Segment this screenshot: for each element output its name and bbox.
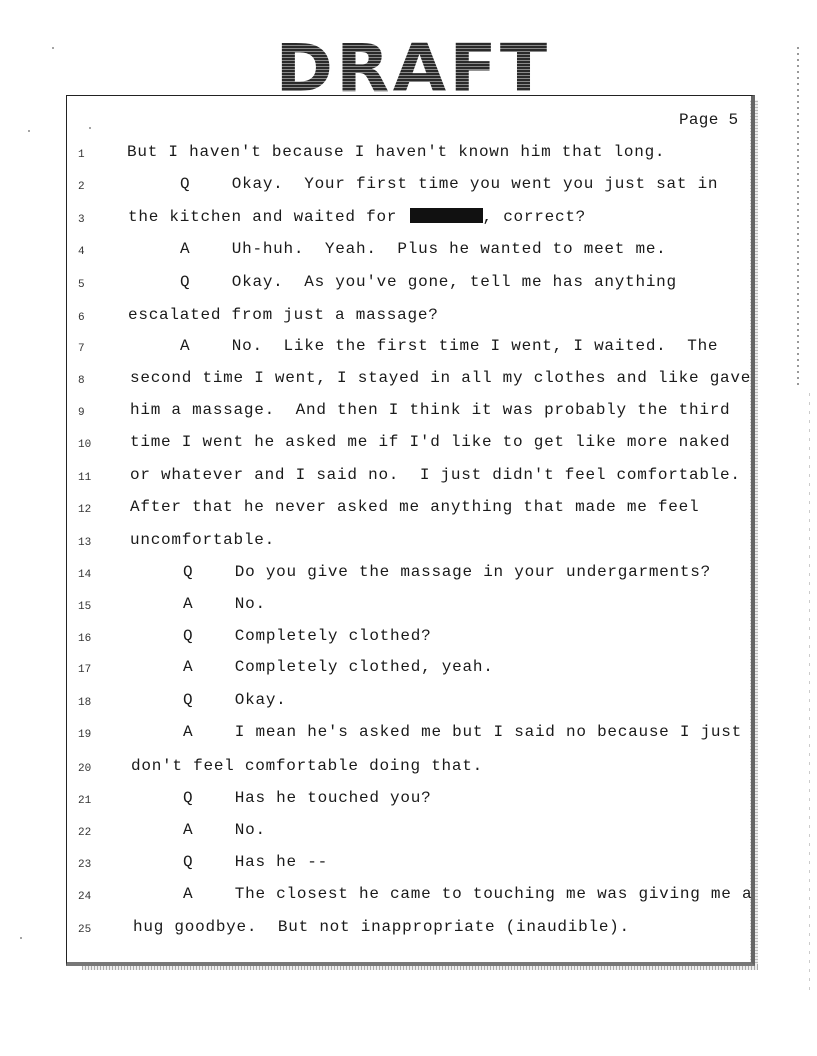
- transcript-line: [0, 273, 760, 297]
- transcript-line: [0, 337, 760, 361]
- line-text: A No. Like the first time I went, I waited. The: [180, 337, 719, 355]
- transcript-line: [0, 240, 760, 264]
- line-number: 24: [78, 891, 92, 903]
- line-text: [128, 208, 586, 226]
- line-text: time I went he asked me if I'd like to get like more naked: [130, 433, 731, 451]
- line-text: Q Okay.: [183, 691, 287, 709]
- line-number: 19: [78, 729, 92, 741]
- transcript-line: [0, 401, 760, 425]
- transcript-line: [0, 563, 760, 587]
- line-text-after-redaction: , correct?: [482, 208, 587, 226]
- redaction-box: [410, 208, 483, 223]
- transcript-line: [0, 175, 760, 199]
- line-number: 6: [78, 312, 85, 324]
- line-text: But I haven't because I haven't known him that long.: [127, 143, 666, 161]
- line-text: uncomfortable.: [130, 531, 275, 549]
- transcript-line: [0, 821, 760, 845]
- transcript-line: [0, 789, 760, 813]
- line-text: Q Okay. As you've gone, tell me has anything: [180, 273, 677, 291]
- transcript-line: [0, 466, 760, 490]
- line-number: 5: [78, 279, 85, 291]
- line-number: 9: [78, 407, 85, 419]
- line-text: A Completely clothed, yeah.: [183, 658, 494, 676]
- line-number: 17: [78, 664, 92, 676]
- scan-speck: [52, 47, 54, 49]
- transcript-line: [0, 208, 760, 232]
- scan-speck: [89, 127, 91, 129]
- line-number: 14: [78, 569, 92, 581]
- line-number: 23: [78, 859, 92, 871]
- transcript-line: [0, 918, 760, 942]
- line-number: 2: [78, 181, 85, 193]
- line-text: Q Do you give the massage in your undergarments?: [183, 563, 711, 581]
- transcript-line: [0, 306, 760, 330]
- line-text: him a massage. And then I think it was probably the third: [130, 401, 731, 419]
- line-number: 10: [78, 439, 92, 451]
- line-number: 20: [78, 763, 92, 775]
- draft-stamp-label: DRAFT: [275, 30, 550, 107]
- line-number: 3: [78, 214, 85, 226]
- scan-edge-mark: [797, 45, 799, 385]
- line-number: 13: [78, 537, 92, 549]
- line-text: or whatever and I said no. I just didn't feel comfortable.: [130, 466, 741, 484]
- line-text: A I mean he's asked me but I said no because I just: [183, 723, 742, 741]
- transcript-line: [0, 658, 760, 682]
- transcript-line: [0, 691, 760, 715]
- line-number: 22: [78, 827, 92, 839]
- line-number: 7: [78, 343, 85, 355]
- transcript-line: [0, 369, 760, 393]
- line-text: Q Completely clothed?: [183, 627, 432, 645]
- transcript-line: [0, 433, 760, 457]
- line-text: Q Has he touched you?: [183, 789, 432, 807]
- line-text: second time I went, I stayed in all my clothes and like gave: [130, 369, 752, 387]
- line-number: 18: [78, 697, 92, 709]
- line-text: hug goodbye. But not inappropriate (inaudible).: [133, 918, 630, 936]
- scan-edge-mark-lower: [809, 390, 810, 990]
- page-number: Page 5: [679, 111, 739, 129]
- line-number: 25: [78, 924, 92, 936]
- draft-stamp: [275, 30, 550, 107]
- transcript-line: [0, 498, 760, 522]
- line-number: 8: [78, 375, 85, 387]
- transcript-line: [0, 723, 760, 747]
- line-number: 21: [78, 795, 92, 807]
- line-text: A The closest he came to touching me was giving me a: [183, 885, 753, 903]
- line-text: don't feel comfortable doing that.: [131, 757, 483, 775]
- line-number: 12: [78, 504, 92, 516]
- transcript-line: [0, 885, 760, 909]
- line-number: 11: [78, 472, 92, 484]
- line-text: After that he never asked me anything that made me feel: [130, 498, 700, 516]
- line-text: A Uh-huh. Yeah. Plus he wanted to meet me.: [180, 240, 667, 258]
- transcript-line: [0, 531, 760, 555]
- line-number: 4: [78, 246, 85, 258]
- transcript-line: [0, 627, 760, 651]
- line-number: 1: [78, 149, 85, 161]
- line-number: 16: [78, 633, 92, 645]
- line-text-before-redaction: the kitchen and waited for: [128, 208, 408, 226]
- line-text: A No.: [183, 595, 266, 613]
- transcript-line: [0, 757, 760, 781]
- line-text: A No.: [183, 821, 266, 839]
- line-text: Q Okay. Your first time you went you just sat in: [180, 175, 719, 193]
- transcript-line: [0, 595, 760, 619]
- scan-speck: [28, 130, 30, 132]
- transcript-line: [0, 143, 760, 167]
- line-text: Q Has he --: [183, 853, 328, 871]
- line-number: 15: [78, 601, 92, 613]
- line-text: escalated from just a massage?: [128, 306, 439, 324]
- transcript-line: [0, 853, 760, 877]
